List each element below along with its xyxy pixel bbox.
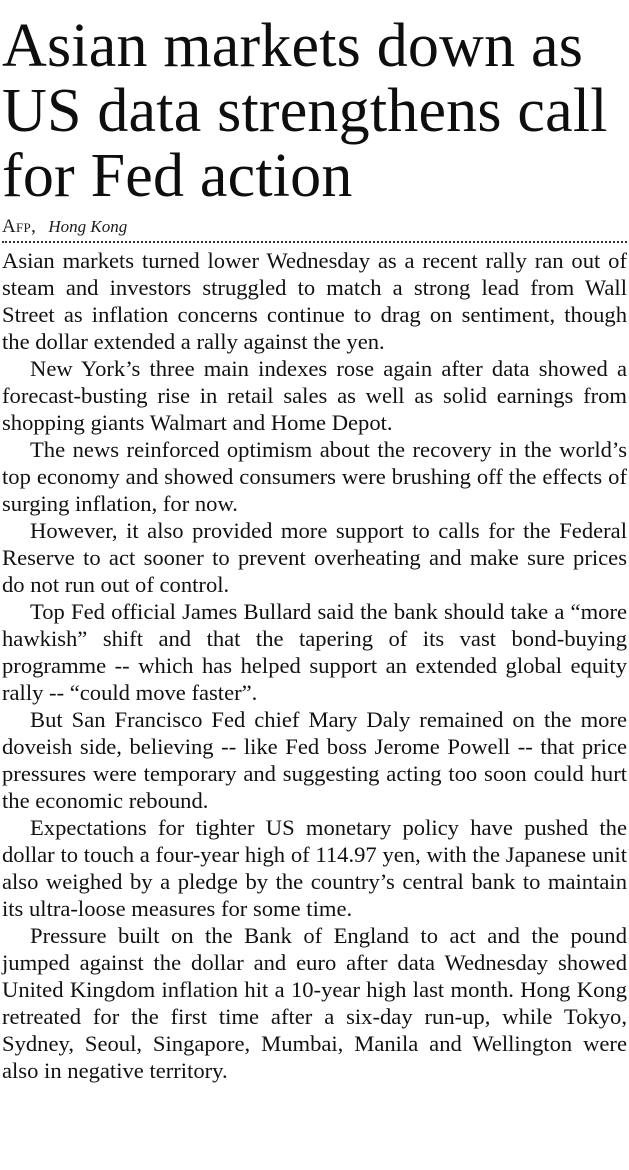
article-paragraph: New York’s three main indexes rose again after data showed a forecast-busting rise in retail sales as well as solid earnings from shopping giants Walmart and Home Depot.	[2, 356, 627, 435]
article-headline: Asian markets down as US data strengthens call for Fed action	[2, 12, 608, 210]
article-paragraph: Expectations for tighter US monetary policy have pushed the dollar to touch a four-year high of 114.97 yen, with the Japanese unit also weighed by a pledge by the country’s central bank to maintain its ultra-loose measures for some time.	[2, 815, 627, 921]
article-paragraph: Top Fed official James Bullard said the bank should take a “more hawkish” shift and that the tapering of its vast bond-buying programme -- which has helped support an extended global equity rally -- “could move faster”.	[2, 599, 627, 705]
byline-agency: Afp,	[2, 216, 37, 237]
article-paragraph: But San Francisco Fed chief Mary Daly remained on the more doveish side, believing -- like Fed boss Jerome Powell -- that price pressures were temporary and suggesting acting too soon could hurt the economic rebound.	[2, 707, 627, 813]
dotted-divider	[2, 241, 627, 243]
byline-location: Hong Kong	[48, 217, 128, 236]
article-paragraph: Pressure built on the Bank of England to act and the pound jumped against the dollar and euro after data Wednesday showed United Kingdom inflation hit a 10-year high last month. Hong Kong retreated for the first time after a six-day run-up, while Tokyo, Sydney, Seoul, Singapore, Mumbai, Manila and Wellington were also in negative territory.	[2, 923, 627, 1083]
article-body	[2, 247, 627, 1084]
article-paragraph: Asian markets turned lower Wednesday as a recent rally ran out of steam and investors struggled to match a strong lead from Wall Street as inflation concerns continue to drag on sentiment, though the dollar extended a rally against the yen.	[2, 248, 627, 354]
article-paragraph: The news reinforced optimism about the recovery in the world’s top economy and showed consumers were brushing off the effects of surging inflation, for now.	[2, 437, 627, 516]
article-paragraph: However, it also provided more support to calls for the Federal Reserve to act sooner to prevent overheating and make sure prices do not run out of control.	[2, 518, 627, 597]
byline	[2, 216, 627, 240]
